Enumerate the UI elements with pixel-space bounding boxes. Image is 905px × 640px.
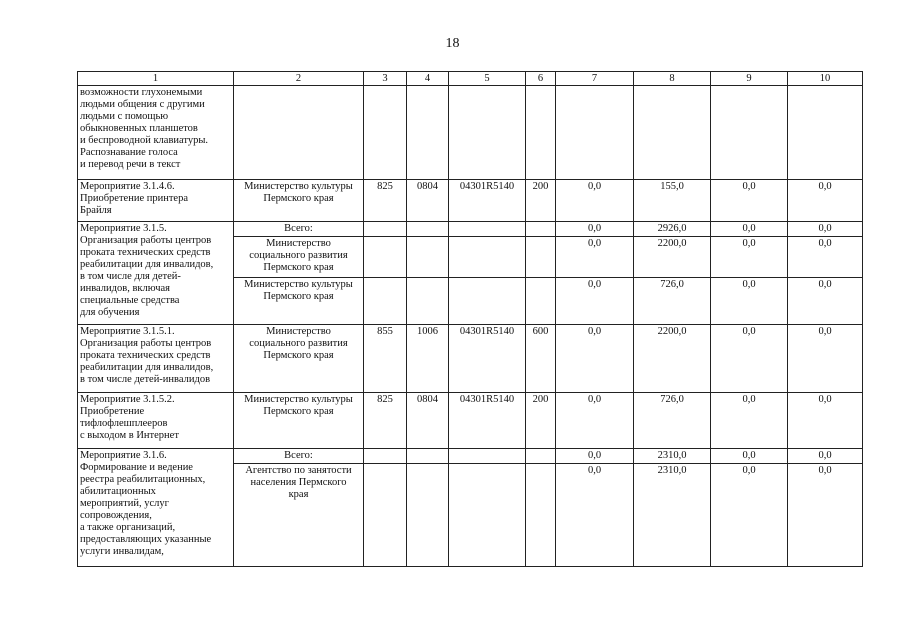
section-code-cell bbox=[407, 278, 449, 325]
amount-cell-9 bbox=[711, 86, 788, 180]
amount-cell-9: 0,0 bbox=[711, 222, 788, 237]
column-header: 8 bbox=[634, 72, 711, 86]
table-row bbox=[78, 393, 863, 449]
column-header: 4 bbox=[407, 72, 449, 86]
executor-cell: Министерство культуры Пермского края bbox=[234, 180, 364, 222]
amount-cell-7: 0,0 bbox=[556, 464, 634, 567]
amount-cell-7: 0,0 bbox=[556, 393, 634, 449]
amount-cell-10 bbox=[788, 86, 863, 180]
amount-cell-7: 0,0 bbox=[556, 237, 634, 278]
amount-cell-7: 0,0 bbox=[556, 449, 634, 464]
expense-type-cell: 200 bbox=[526, 393, 556, 449]
amount-cell-10: 0,0 bbox=[788, 222, 863, 237]
activity-name-cell: Мероприятие 3.1.5. Организация работы центров проката технических средств реабилитации для инвалидов, в том числе для детей- инвалидов, включая специальные средства для обучения bbox=[78, 222, 234, 325]
amount-cell-7: 0,0 bbox=[556, 222, 634, 237]
expense-type-cell bbox=[526, 278, 556, 325]
gr-code-cell bbox=[364, 222, 407, 237]
amount-cell-9: 0,0 bbox=[711, 237, 788, 278]
column-header: 6 bbox=[526, 72, 556, 86]
table-row bbox=[78, 325, 863, 393]
gr-code-cell: 855 bbox=[364, 325, 407, 393]
executor-cell: Министерство культуры Пермского края bbox=[234, 393, 364, 449]
executor-cell: Министерство культуры Пермского края bbox=[234, 278, 364, 325]
expense-type-cell bbox=[526, 449, 556, 464]
amount-cell-10: 0,0 bbox=[788, 325, 863, 393]
target-code-cell bbox=[449, 86, 526, 180]
target-code-cell bbox=[449, 237, 526, 278]
column-header: 9 bbox=[711, 72, 788, 86]
amount-cell-7: 0,0 bbox=[556, 278, 634, 325]
amount-cell-8: 2926,0 bbox=[634, 222, 711, 237]
table-row bbox=[78, 180, 863, 222]
executor-cell: Всего: bbox=[234, 449, 364, 464]
amount-cell-10: 0,0 bbox=[788, 449, 863, 464]
amount-cell-8: 726,0 bbox=[634, 278, 711, 325]
amount-cell-8: 2310,0 bbox=[634, 449, 711, 464]
executor-cell: Министерство социального развития Пермского края bbox=[234, 325, 364, 393]
gr-code-cell bbox=[364, 237, 407, 278]
section-code-cell: 0804 bbox=[407, 393, 449, 449]
column-header: 2 bbox=[234, 72, 364, 86]
amount-cell-10: 0,0 bbox=[788, 180, 863, 222]
amount-cell-7: 0,0 bbox=[556, 180, 634, 222]
amount-cell-10: 0,0 bbox=[788, 278, 863, 325]
table-row bbox=[78, 86, 863, 180]
amount-cell-8: 2200,0 bbox=[634, 237, 711, 278]
table-row bbox=[78, 222, 863, 237]
amount-cell-8: 2200,0 bbox=[634, 325, 711, 393]
section-code-cell bbox=[407, 237, 449, 278]
column-header: 3 bbox=[364, 72, 407, 86]
section-code-cell bbox=[407, 449, 449, 464]
target-code-cell bbox=[449, 449, 526, 464]
section-code-cell bbox=[407, 222, 449, 237]
activity-name-cell: Мероприятие 3.1.4.6. Приобретение принтера Брайля bbox=[78, 180, 234, 222]
amount-cell-9: 0,0 bbox=[711, 464, 788, 567]
amount-cell-10: 0,0 bbox=[788, 464, 863, 567]
section-code-cell: 0804 bbox=[407, 180, 449, 222]
section-code-cell: 1006 bbox=[407, 325, 449, 393]
activity-name-cell: Мероприятие 3.1.5.2. Приобретение тифлофлешплееров с выходом в Интернет bbox=[78, 393, 234, 449]
amount-cell-10: 0,0 bbox=[788, 393, 863, 449]
gr-code-cell bbox=[364, 449, 407, 464]
amount-cell-9: 0,0 bbox=[711, 180, 788, 222]
activity-name-cell: Мероприятие 3.1.6. Формирование и ведение реестра реабилитационных, абилитационных мероприятий, услуг сопровождения, а также организаций, предоставляющих указанные услуги инвалидам, bbox=[78, 449, 234, 567]
amount-cell-9: 0,0 bbox=[711, 449, 788, 464]
activity-name-cell: Мероприятие 3.1.5.1. Организация работы центров проката технических средств реабилитации для инвалидов, в том числе детей-инвалидов bbox=[78, 325, 234, 393]
gr-code-cell: 825 bbox=[364, 180, 407, 222]
gr-code-cell bbox=[364, 86, 407, 180]
expense-type-cell bbox=[526, 464, 556, 567]
target-code-cell: 04301R5140 bbox=[449, 180, 526, 222]
gr-code-cell bbox=[364, 278, 407, 325]
amount-cell-7: 0,0 bbox=[556, 325, 634, 393]
target-code-cell bbox=[449, 464, 526, 567]
page-number: 18 bbox=[445, 36, 460, 51]
amount-cell-8: 155,0 bbox=[634, 180, 711, 222]
target-code-cell: 04301R5140 bbox=[449, 393, 526, 449]
activity-name-cell: возможности глухонемыми людьми общения с другими людьми с помощью обыкновенных планшетов и беспроводной клавиатуры. Распознавание голоса и перевод речи в текст bbox=[78, 86, 234, 180]
column-header: 1 bbox=[78, 72, 234, 86]
amount-cell-8: 726,0 bbox=[634, 393, 711, 449]
amount-cell-9: 0,0 bbox=[711, 325, 788, 393]
amount-cell-9: 0,0 bbox=[711, 393, 788, 449]
target-code-cell: 04301R5140 bbox=[449, 325, 526, 393]
target-code-cell bbox=[449, 278, 526, 325]
amount-cell-8: 2310,0 bbox=[634, 464, 711, 567]
executor-cell bbox=[234, 86, 364, 180]
expense-type-cell bbox=[526, 237, 556, 278]
table-row bbox=[78, 449, 863, 464]
target-code-cell bbox=[449, 222, 526, 237]
expense-type-cell: 600 bbox=[526, 325, 556, 393]
section-code-cell bbox=[407, 464, 449, 567]
section-code-cell bbox=[407, 86, 449, 180]
executor-cell: Агентство по занятости населения Пермского края bbox=[234, 464, 364, 567]
budget-table bbox=[77, 71, 863, 567]
header-row bbox=[78, 72, 863, 86]
column-header: 5 bbox=[449, 72, 526, 86]
amount-cell-7 bbox=[556, 86, 634, 180]
amount-cell-8 bbox=[634, 86, 711, 180]
column-header: 10 bbox=[788, 72, 863, 86]
column-header: 7 bbox=[556, 72, 634, 86]
amount-cell-10: 0,0 bbox=[788, 237, 863, 278]
executor-cell: Министерство социального развития Пермского края bbox=[234, 237, 364, 278]
amount-cell-9: 0,0 bbox=[711, 278, 788, 325]
executor-cell: Всего: bbox=[234, 222, 364, 237]
gr-code-cell: 825 bbox=[364, 393, 407, 449]
expense-type-cell: 200 bbox=[526, 180, 556, 222]
expense-type-cell bbox=[526, 222, 556, 237]
expense-type-cell bbox=[526, 86, 556, 180]
gr-code-cell bbox=[364, 464, 407, 567]
